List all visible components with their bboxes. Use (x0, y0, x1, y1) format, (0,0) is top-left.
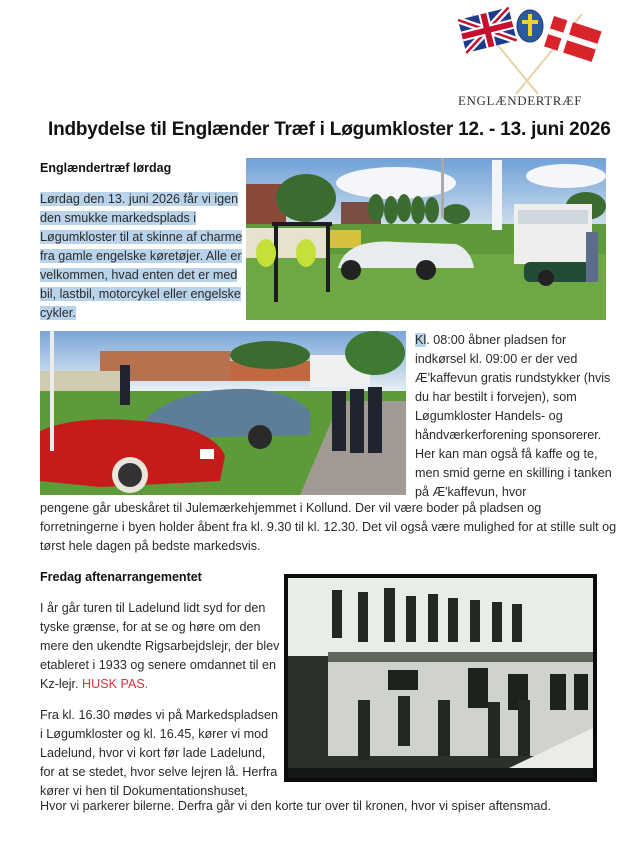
saturday-intro-paragraph (40, 190, 246, 323)
ladelund-text: I år går turen til Ladelund lidt syd for den tyske grænse, for at se og høre om den mere den ukendte Rigsarbejdslejr, der blev etableret i 1933 og senere omdannet til en Kz-lejr. (40, 601, 280, 691)
union-jack-flag-icon (458, 7, 517, 53)
friday-heading: Fredag aftenarrangementet (40, 570, 202, 584)
danish-flag-icon (544, 16, 601, 62)
intro-line: Løgumkloster til at skinne af charme (40, 230, 243, 244)
kl-text: . 08:00 åbner pladsen for indkørsel kl. 09:00 er der ved Æ'kaffevun gratis rundstykker (hvis du har bestilt i forvejen), som Løgumkloster Handels- og håndværkerforening sponsorerer. Her kan man også få kaffe og te, men smid gerne en skilling i tanken på Æ'kaffevun, hvor (415, 333, 612, 499)
intro-line: cykler. (40, 306, 76, 320)
intro-line: velkommen, hvad enten det er med (40, 268, 238, 282)
intro-line: den smukke markedsplads i (40, 211, 197, 225)
classic-cars-photo (40, 331, 406, 495)
friday-schedule-paragraph: Fra kl. 16.30 mødes vi på Markedspladsen i Løgumkloster og kl. 16.45, kører vi mod Ladelund, hvor vi kort før lade Ladelund, for at se stedet, hvor selve lejren lå. Herfra kører vi hen til Dokumentationshuset, (40, 708, 278, 798)
kl-highlight: Kl (415, 333, 427, 347)
market-paragraph: pengene går ubeskåret til Julemærkehjemmet i Kollund. Der vil være boder på pladsen og forretningerne i byen holder åbent fra kl. 9.30 til kl. 12.30. Det vil også være mulighed for at stille sult og tørst hele dagen på bedste markedsvis. (40, 501, 617, 553)
saturday-heading: Englændertræf lørdag (40, 161, 172, 175)
market-square-photo (246, 158, 606, 320)
historic-camp-photo (284, 574, 597, 782)
friday-ladelund-paragraph (40, 599, 280, 694)
cross-emblem-icon (517, 10, 543, 42)
intro-line: Lørdag den 13. juni 2026 får vi igen (40, 192, 239, 206)
passport-warning: HUSK PAS. (82, 677, 149, 691)
logo-text: ENGLÆNDERTRÆF (458, 93, 583, 108)
page-title: Indbydelse til Englænder Træf i Løgumkloster 12. - 13. juni 2026 (48, 119, 611, 140)
friday-dinner-paragraph: Hvor vi parkerer bilerne. Derfra går vi den korte tur over til kronen, hvor vi spiser aftensmad. (40, 799, 551, 813)
intro-line: bil, lastbil, motorcykel eller engelske (40, 287, 241, 301)
opening-hours-paragraph (415, 331, 615, 502)
intro-line: fra gamle engelske køretøjer. Alle er (40, 249, 242, 263)
